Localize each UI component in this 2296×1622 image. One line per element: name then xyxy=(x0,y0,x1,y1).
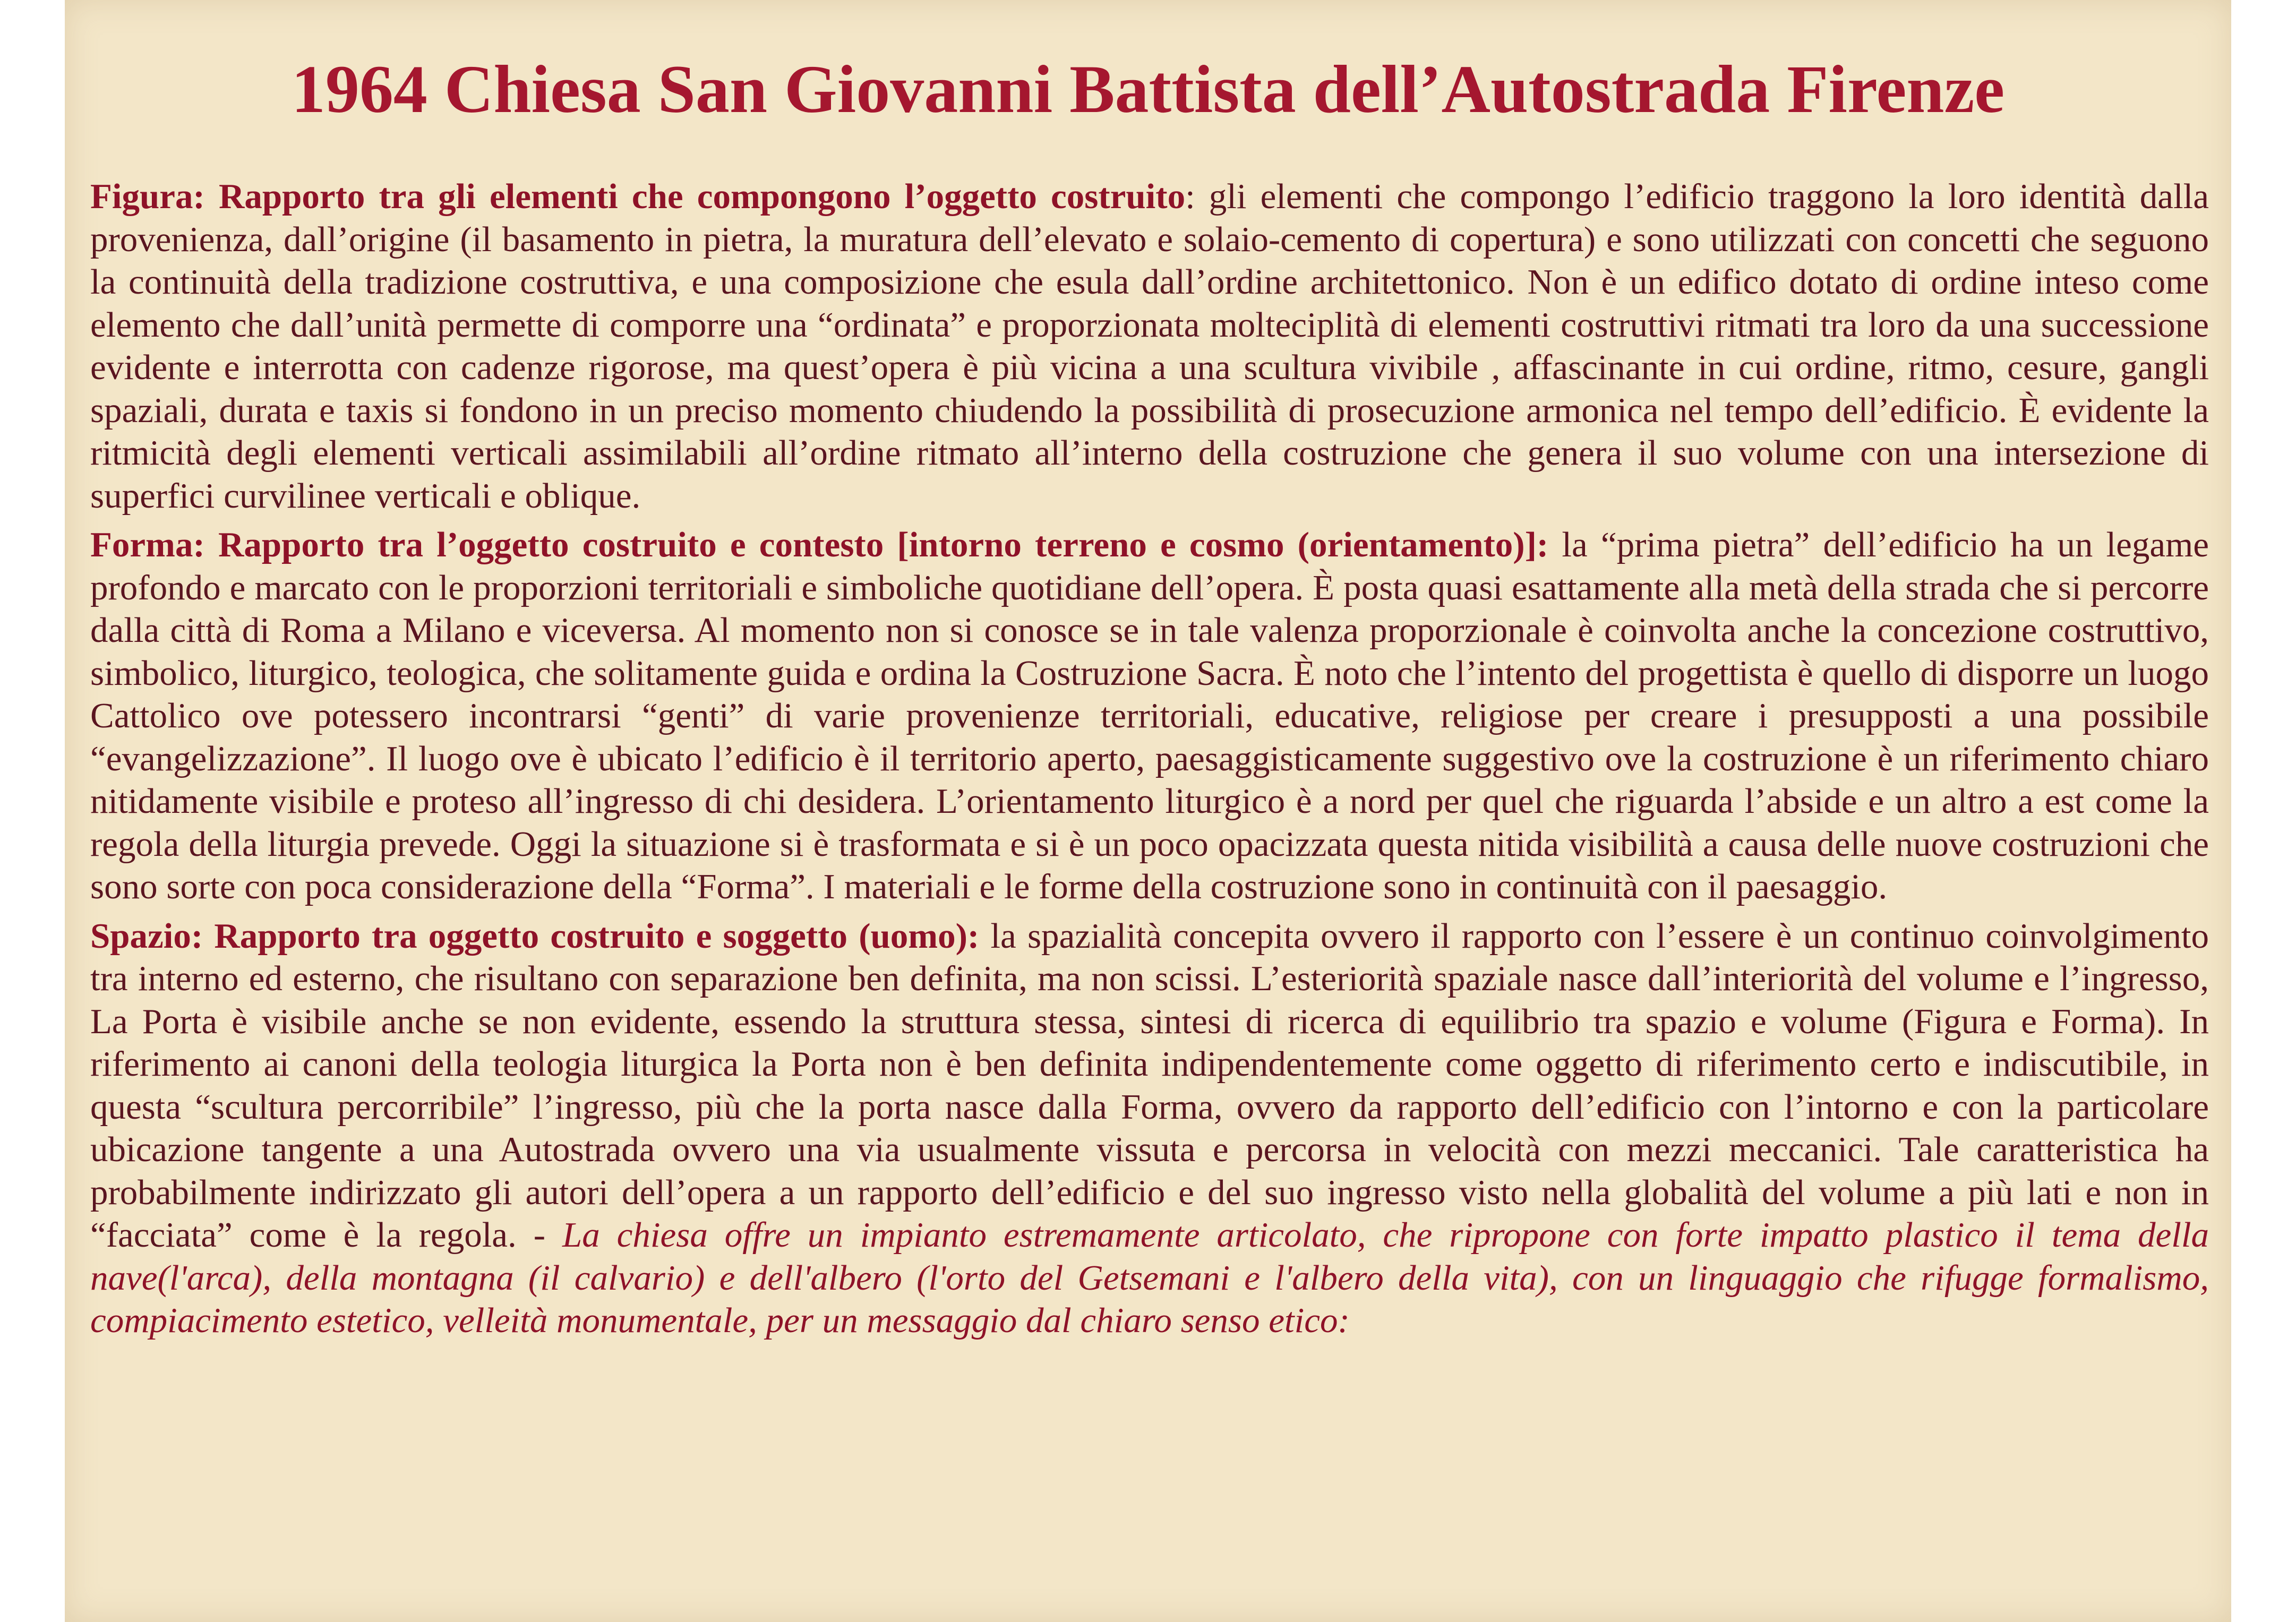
section-text-figura: : gli elementi che compongo l’edificio traggono la loro identità dalla provenienza, dall’origine (il basamento in pietra, la muratura dell’elevato e solaio-cemento di copertura) e sono utilizzati con concetti che seguono la continuità della tradizione costruttiva, e una composizione che esula dall’ordine architettonico. Non è un edifico dotato di ordine inteso come elemento che dall’unità permette di comporre una “ordinata” e proporzionata molteciplità di elementi costruttivi ritmati tra loro da una successione evidente e interrotta con cadenze rigorose, ma quest’opera è più vicina a una scultura vivibile , affascinante in cui ordine, ritmo, cesure, gangli spaziali, durata e taxis si fondono in un preciso momento chiudendo la possibilità di prosecuzione armonica nel tempo dell’edificio. È evidente la ritmicità degli elementi verticali assimilabili all’ordine ritmato all’interno della costruzione che genera il suo volume con una intersezione di superfici curvilinee verticali e oblique. xyxy=(90,177,2209,516)
paragraph-spazio xyxy=(90,915,2209,1342)
quotation-text: La chiesa offre un impianto estremamente articolato, che ripropone con forte impatto plastico il tema della nave(l'arca), della montagna (il calvario) e dell'albero (l'orto del Getsemani e l'albero della vita), con un linguaggio che rifugge formalismo, compiacimento estetico, velleità monumentale, per un messaggio dal chiaro senso etico: xyxy=(90,1215,2209,1340)
section-label-spazio: Spazio: Rapporto tra oggetto costruito e soggetto (uomo): xyxy=(90,916,980,956)
paragraph-forma xyxy=(90,523,2209,908)
paragraph-figura xyxy=(90,175,2209,517)
section-text-forma: la “prima pietra” dell’edificio ha un legame profondo e marcato con le proporzioni territoriali e simboliche quotidiane dell’opera. È posta quasi esattamente alla metà della strada che si percorre dalla città di Roma a Milano e viceversa. Al momento non si conosce se in tale valenza proporzionale è coinvolta anche la concezione costruttivo, simbolico, liturgico, teologica, che solitamente guida e ordina la Costruzione Sacra. È noto che l’intento del progettista è quello di disporre un luogo Cattolico ove potessero incontrarsi “genti” di varie provenienze territoriali, educative, religiose per creare i presupposti a una possibile “evangelizzazione”. Il luogo ove è ubicato l’edificio è il territorio aperto, paesaggisticamente suggestivo ove la costruzione è un riferimento chiaro nitidamente visibile e proteso all’ingresso di chi desidera. L’orientamento liturgico è a nord per quel che riguarda l’abside e un altro a est come la regola della liturgia prevede. Oggi la situazione si è trasformata e si è un poco opacizzata questa nitida visibilità a causa delle nuove costruzioni che sono sorte con poca considerazione della “Forma”. I materiali e le forme della costruzione sono in continuità con il paesaggio. xyxy=(90,525,2209,906)
section-text-spazio: la spazialità concepita ovvero il rapporto con l’essere è un continuo coinvolgimento tra interno ed esterno, che risultano con separazione ben definita, ma non scissi. L’esteriorità spaziale nasce dall’interiorità del volume e l’ingresso, La Porta è visibile anche se non evidente, essendo la struttura stessa, sintesi di ricerca di equilibrio tra spazio e volume (Figura e Forma). In riferimento ai canoni della teologia liturgica la Porta non è ben definita indipendentemente come oggetto di riferimento certo e indiscutibile, in questa “scultura percorribile” l’ingresso, più che la porta nasce dalla Forma, ovvero da rapporto dell’edificio con l’intorno e con la particolare ubicazione tangente a una Autostrada ovvero una via usualmente vissuta e percorsa in velocità con mezzi meccanici. Tale caratteristica ha probabilmente indirizzato gli autori dell’opera a un rapporto dell’edificio e del suo ingresso visto nella globalità del volume a più lati e non in “facciata” come è la regola. - xyxy=(90,916,2209,1255)
page-title: 1964 Chiesa San Giovanni Battista dell’Autostrada Firenze xyxy=(291,52,2005,127)
document-body xyxy=(90,175,2209,1349)
section-label-forma: Forma: Rapporto tra l’oggetto costruito e contesto [intorno terreno e cosmo (orientamento)]: xyxy=(90,525,1549,564)
paper-page xyxy=(65,0,2231,1622)
section-label-figura: Figura: Rapporto tra gli elementi che compongono l’oggetto costruito xyxy=(90,177,1186,216)
